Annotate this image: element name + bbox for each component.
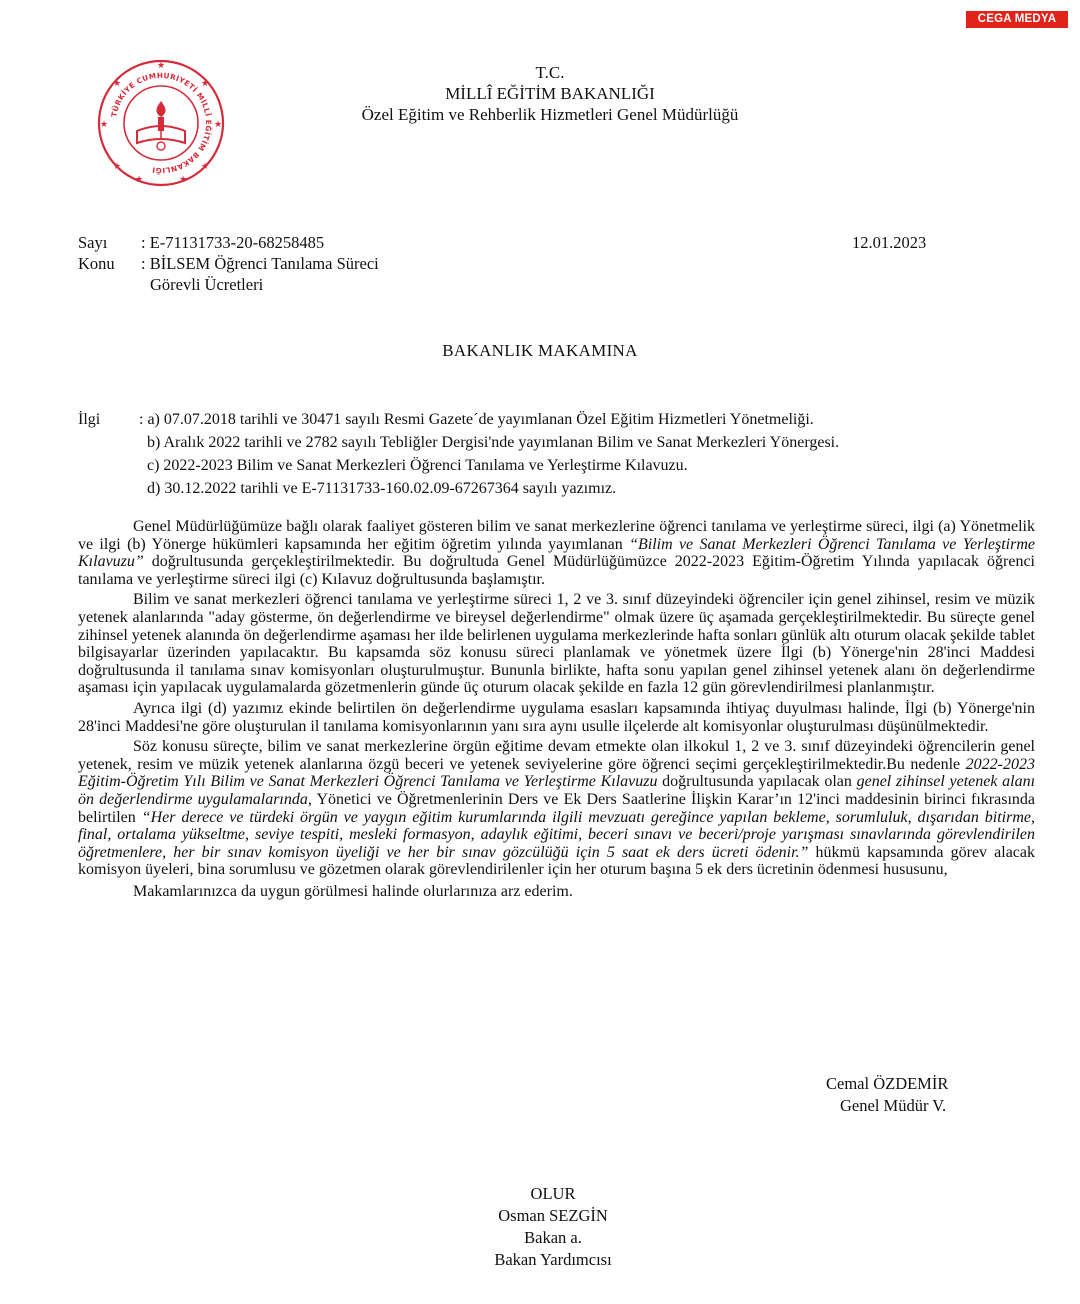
- header-ministry: MİLLÎ EĞİTİM BAKANLIĞI: [445, 84, 655, 103]
- olur-label: OLUR: [530, 1184, 576, 1203]
- konu-value: : BİLSEM Öğrenci Tanılama Süreci: [141, 254, 379, 273]
- konu-label: Konu: [78, 254, 115, 273]
- header-tc: T.C.: [535, 63, 565, 82]
- paragraph-5: Makamlarınızca da uygun görülmesi halinde olurlarınıza arz ederim.: [133, 882, 573, 900]
- paragraph-text: doğrultusunda yapılacak olan: [657, 773, 857, 791]
- svg-text:★: ★: [178, 175, 188, 185]
- reference-item: : a) 07.07.2018 tarihli ve 30471 sayılı Resmi Gazete´de yayımlanan Özel Eğitim Hizmetleri Yönetmeliği.: [139, 411, 814, 428]
- konu-value-continued: Görevli Ücretleri: [150, 275, 264, 294]
- svg-text:★: ★: [200, 79, 210, 89]
- approver-title: Bakan Yardımcısı: [494, 1250, 612, 1269]
- svg-text:★: ★: [99, 120, 109, 130]
- svg-text:★: ★: [112, 79, 122, 89]
- svg-text:★: ★: [213, 120, 223, 130]
- document-date: 12.01.2023: [852, 233, 927, 252]
- ilgi-label: İlgi: [78, 411, 101, 428]
- paragraph-italic: 2022-2023 Eğitim-Öğretim Yılı Bilim ve Sanat Merkezleri Öğrenci Tanılama ve Yerleştirme Kılavuzu: [78, 755, 1035, 791]
- paragraph-1: [78, 518, 1035, 588]
- paragraph-text: doğrultusunda gerçekleştirilmektedir. Bu doğrultuda Genel Müdürlüğümüzce 2022-2023 Eğitim-Öğretim Yılında yapılacak öğrenci tanılama ve yerleştirme süreci ilgi (c) Kılavuz doğrultusunda başlamıştır.: [78, 553, 1035, 588]
- svg-text:★: ★: [134, 175, 144, 185]
- ministry-seal-logo: [97, 59, 225, 187]
- recipient-heading: BAKANLIK MAKAMINA: [442, 341, 638, 360]
- signer-name: Cemal ÖZDEMİR: [826, 1074, 949, 1093]
- reference-item: c) 2022-2023 Bilim ve Sanat Merkezleri Öğrenci Tanılama ve Yerleştirme Kılavuzu.: [147, 457, 688, 474]
- paragraph-4: [78, 738, 1035, 879]
- paragraph-italic: “Her derece ve türdeki örgün ve yaygın eğitim kurumlarında ilgili mevzuatı gereğince yapılan bekleme, sorumluluk, dışarıdan bitirme, final, ortalama yükseltme, seviye tespiti, mesleki formasyon, adaylık eğitimi, beceri sınavı ve beceri/proje yarışması sınavlarında görevlendirilen öğretmenlere, her bir sınav komisyon üyeliği ve her bir sınav gözcülüğü için 5 saat ek ders ücreti ödenir.”: [78, 808, 1035, 861]
- svg-text:★: ★: [112, 162, 122, 172]
- paragraph-italic: “Bilim ve Sanat Merkezleri Öğrenci Tanılama ve Yerleştirme Kılavuzu”: [78, 535, 1035, 571]
- paragraph-text: Yönetici ve Öğretmenlerinin Ders ve Ek Ders Saatlerine İlişkin Karar’ın 12'inci maddesinin birinci fıkrasında belirtilen: [78, 790, 1035, 826]
- sayi-label: Sayı: [78, 233, 108, 252]
- sayi-value: : E-71131733-20-68258485: [141, 233, 325, 252]
- approver-name: Osman SEZGİN: [498, 1206, 608, 1225]
- letterhead: [300, 62, 800, 125]
- svg-text:TÜRKİYE CUMHURİYETİ MİLLÎ EĞİT: TÜRKİYE CUMHURİYETİ MİLLÎ EĞİTİM BAKANLIĞI: [109, 70, 214, 176]
- paragraph-2: Bilim ve sanat merkezleri öğrenci tanılama ve yerleştirme süreci 1, 2 ve 3. sınıf düzeyindeki öğrenciler için genel zihinsel, resim ve müzik yetenek alanlarında "aday gösterme, ön değerlendirme ve bireysel değerlendirme" olmak üzere üç aşamada gerçekleştirilmektedir. Bu süreçte genel zihinsel yetenek alanında ön değerlendirme aşaması her ilde belirlenen uygulama merkezlerinde hafta sonları günlük altı oturum olacak şekilde tablet bilgisayarlar üzerinden yapılacaktır. Bu kapsamda söz konusu süreci planlamak ve yönetmek üzere İlgi (b) Yönerge'nin 28'inci Maddesi doğrultusunda il tanılama sınav komisyonları oluşturulmuştur. Bununla birlikte, hafta sonu yapılan genel zihinsel yetenek alanı ön değerlendirme aşaması için yapılacak uygulamalarda gözetmenlerin günde üç oturum olacak şekilde en fazla 12 gün görevlendirilmesi planlanmıştır.: [78, 591, 1035, 697]
- reference-item: d) 30.12.2022 tarihli ve E-71131733-160.02.09-67267364 sayılı yazımız.: [147, 480, 617, 497]
- signature-approval: [458, 1183, 648, 1271]
- paragraph-italic: genel zihinsel yetenek alanı ön değerlendirme uygulamalarında,: [78, 773, 1036, 808]
- paragraph-3: Ayrıca ilgi (d) yazımız ekinde belirtilen ön değerlendirme uygulama esasları kapsamında ihtiyaç duyulması halinde, İlgi (b) Yönerge'nin 28'inci Maddesi'ne göre oluşturulan il tanılama komisyonlarının yanı sıra aynı usulle ilçelerde alt komisyonlar oluşturulması düşünülmektedir.: [78, 699, 1035, 735]
- svg-text:★: ★: [156, 61, 166, 71]
- signer-title: Genel Müdür V.: [840, 1096, 947, 1115]
- reference-item: b) Aralık 2022 tarihli ve 2782 sayılı Tebliğler Dergisi'nde yayımlanan Bilim ve Sanat Merkezleri Yönergesi.: [147, 434, 840, 451]
- paragraph-text: Söz konusu süreçte, bilim ve sanat merkezlerine örgün eğitime devam etmekte olan ilkokul 1, 2 ve 3. sınıf düzeyindeki öğrencilerin genel yetenek, resim ve müzik yetenek alanlarına özgü beceri ve yetenek seviyelerine göre öğrenci seçimi gerçekleştirilmektedir.Bu nedenle: [78, 738, 1035, 773]
- paragraph-text: hükmü kapsamında görev alacak komisyon üyeleri, bina sorumlusu ve gözetmen olarak görevlendirilenler için her oturum başına 5 ek ders ücretinin ödenmesi hususunu,: [78, 843, 1036, 879]
- letter-body: [78, 518, 1035, 903]
- header-directorate: Özel Eğitim ve Rehberlik Hizmetleri Genel Müdürlüğü: [361, 105, 739, 124]
- signature-general-director: [826, 1073, 948, 1117]
- cega-medya-watermark: CEGA MEDYA: [966, 11, 1068, 28]
- svg-text:★: ★: [200, 162, 210, 172]
- approver-on-behalf: Bakan a.: [524, 1228, 582, 1247]
- paragraph-text: Genel Müdürlüğümüze bağlı olarak faaliyet gösteren bilim ve sanat merkezlerine öğrenci tanılama ve yerleştirme süreci, ilgi (a) Yönetmelik ve ilgi (b) Yönerge hükümleri kapsamında her eğitim öğretim yılında yayımlanan: [78, 518, 1035, 553]
